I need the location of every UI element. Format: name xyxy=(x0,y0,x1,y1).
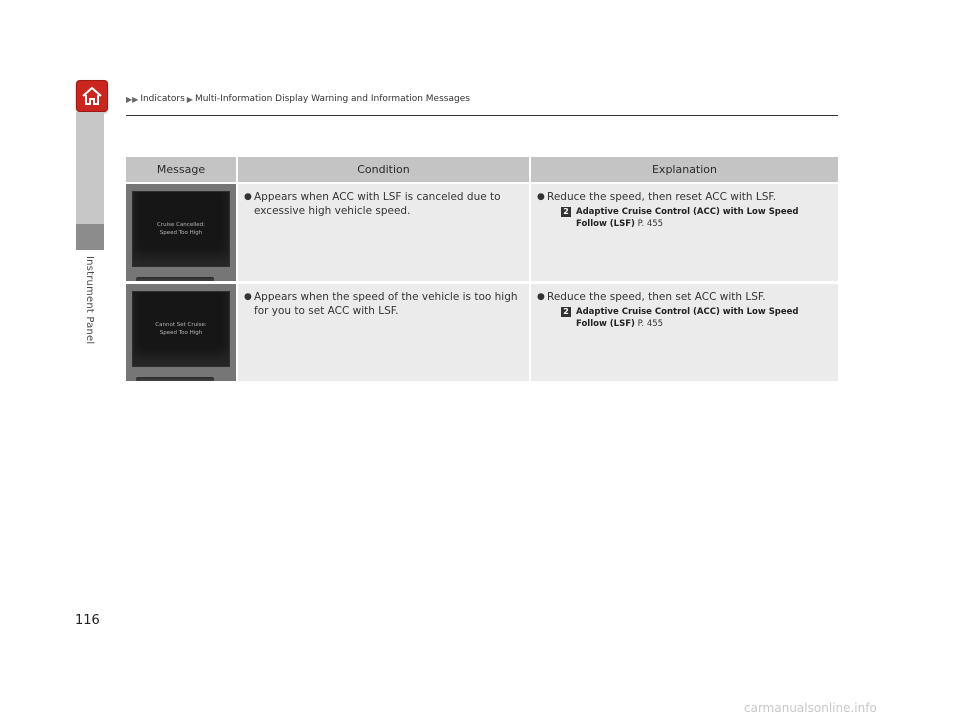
messages-table xyxy=(126,157,838,381)
triangle-right-icon: ▶ xyxy=(186,94,193,104)
screen-bezel xyxy=(136,377,214,381)
page-number: 116 xyxy=(75,613,100,628)
display-screen-image xyxy=(132,191,230,267)
table-row xyxy=(126,184,838,281)
condition-text: Appears when ACC with LSF is canceled due to excessive high vehicle speed. xyxy=(254,191,501,217)
bullet-icon: ● xyxy=(244,192,252,202)
cross-reference[interactable] xyxy=(561,306,832,330)
explanation-text: Reduce the speed, then set ACC with LSF. xyxy=(547,291,766,303)
breadcrumb-item-indicators[interactable]: Indicators xyxy=(140,94,185,104)
display-screen-image xyxy=(132,291,230,367)
header-message: Message xyxy=(126,157,238,182)
breadcrumb-item-messages[interactable]: Multi-Information Display Warning and Information Messages xyxy=(194,94,470,104)
sidebar-tab-active xyxy=(76,224,104,250)
sidebar-tab-upper xyxy=(76,112,104,224)
header-divider xyxy=(126,115,838,116)
triangle-right-icon: ▶▶ xyxy=(126,94,139,104)
message-cell xyxy=(126,284,236,381)
reference-page[interactable]: P. 455 xyxy=(637,319,664,329)
reference-arrow-icon: 2 xyxy=(561,207,571,217)
bullet-icon: ● xyxy=(537,292,545,302)
explanation-cell xyxy=(531,284,838,381)
section-label: Instrument Panel xyxy=(84,256,95,345)
message-cell xyxy=(126,184,236,281)
condition-cell xyxy=(238,284,529,381)
header-explanation: Explanation xyxy=(651,163,718,176)
home-button[interactable] xyxy=(76,80,108,112)
bullet-icon: ● xyxy=(244,292,252,302)
home-icon xyxy=(81,86,103,106)
screen-message: Cruise Cancelled: Speed Too High xyxy=(156,222,205,236)
explanation-text: Reduce the speed, then reset ACC with LSF. xyxy=(547,191,777,203)
reference-title[interactable]: Adaptive Cruise Control (ACC) with Low Speed Follow (LSF) xyxy=(576,307,799,329)
explanation-cell xyxy=(531,184,838,281)
reference-arrow-icon: 2 xyxy=(561,307,571,317)
breadcrumb xyxy=(126,94,470,104)
reference-page[interactable]: P. 455 xyxy=(637,219,664,229)
table-row xyxy=(126,284,838,381)
header-condition: Condition xyxy=(238,157,531,182)
condition-cell xyxy=(238,184,529,281)
screen-message: Cannot Set Cruise: Speed Too High xyxy=(155,322,207,336)
watermark: carmanualsonline.info xyxy=(744,701,877,715)
reference-title[interactable]: Adaptive Cruise Control (ACC) with Low Speed Follow (LSF) xyxy=(576,207,799,229)
cross-reference[interactable] xyxy=(561,206,832,230)
table-header xyxy=(126,157,838,182)
screen-bezel xyxy=(136,277,214,281)
condition-text: Appears when the speed of the vehicle is too high for you to set ACC with LSF. xyxy=(254,291,518,317)
bullet-icon: ● xyxy=(537,192,545,202)
